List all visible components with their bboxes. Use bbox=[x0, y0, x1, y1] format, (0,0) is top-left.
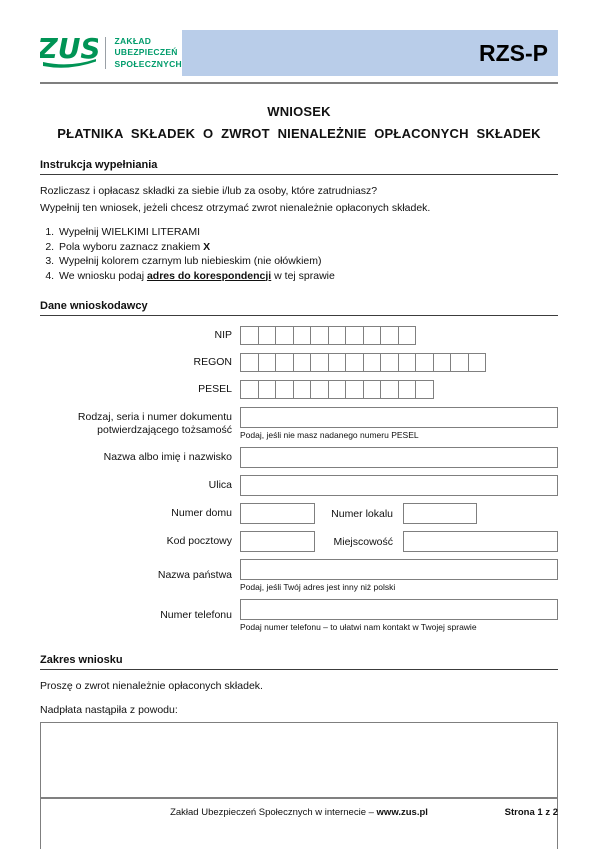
comb-cell[interactable] bbox=[328, 353, 347, 372]
comb-cell[interactable] bbox=[363, 326, 382, 345]
intro-line1: Rozliczasz i opłacasz składki za siebie i/lub za osoby, które zatrudniasz? bbox=[40, 185, 378, 197]
name-row bbox=[40, 447, 558, 468]
nip-label: NIP bbox=[214, 329, 232, 342]
street-field[interactable] bbox=[240, 475, 558, 496]
nip-input[interactable] bbox=[240, 326, 558, 345]
pesel-input[interactable] bbox=[240, 380, 558, 399]
comb-cell[interactable] bbox=[328, 380, 347, 399]
comb-cell[interactable] bbox=[293, 353, 312, 372]
name-field[interactable] bbox=[240, 447, 558, 468]
footer-url: www.zus.pl bbox=[376, 807, 428, 818]
house-no-label: Numer domu bbox=[171, 507, 232, 520]
phone-field[interactable] bbox=[240, 599, 558, 620]
zus-logo bbox=[40, 30, 182, 76]
instructions-intro bbox=[40, 184, 558, 216]
city-label: Miejscowość bbox=[333, 535, 393, 548]
nip-row bbox=[40, 326, 558, 345]
street-row bbox=[40, 475, 558, 496]
house-no-field[interactable] bbox=[240, 503, 315, 524]
phone-hint: Podaj numer telefonu – to ułatwi nam kontakt w Twojej sprawie bbox=[240, 622, 477, 632]
form-title bbox=[40, 104, 558, 141]
country-row bbox=[40, 559, 558, 592]
comb-cell[interactable] bbox=[258, 353, 277, 372]
section-heading-applicant: Dane wnioskodawcy bbox=[40, 300, 558, 316]
country-field[interactable] bbox=[240, 559, 558, 580]
comb-cell[interactable] bbox=[380, 380, 399, 399]
phone-label: Numer telefonu bbox=[160, 609, 232, 622]
comb-cell[interactable] bbox=[415, 353, 434, 372]
section-heading-instructions: Instrukcja wypełniania bbox=[40, 159, 558, 175]
comb-cell[interactable] bbox=[363, 380, 382, 399]
pesel-row bbox=[40, 380, 558, 399]
footer-text: Zakład Ubezpieczeń Społecznych w internecie – www.zus.pl bbox=[170, 807, 428, 818]
street-label: Ulica bbox=[208, 479, 232, 492]
postal-city-row bbox=[40, 531, 558, 552]
house-flat-row bbox=[40, 503, 558, 524]
comb-cell[interactable] bbox=[380, 353, 399, 372]
comb-cell[interactable] bbox=[398, 380, 417, 399]
phone-row bbox=[40, 599, 558, 632]
regon-input[interactable] bbox=[240, 353, 558, 372]
form-title-line2: PŁATNIKA SKŁADEK O ZWROT NIENALEŻNIE OPŁACONYCH SKŁADEK bbox=[57, 126, 541, 141]
document-field[interactable] bbox=[240, 407, 558, 428]
flat-no-field[interactable] bbox=[403, 503, 477, 524]
comb-cell[interactable] bbox=[258, 380, 277, 399]
comb-cell[interactable] bbox=[398, 326, 417, 345]
instructions-list bbox=[44, 225, 558, 283]
comb-cell[interactable] bbox=[310, 380, 329, 399]
comb-cell[interactable] bbox=[240, 380, 259, 399]
flat-no-label: Numer lokalu bbox=[331, 507, 393, 520]
regon-row bbox=[40, 353, 558, 372]
comb-cell[interactable] bbox=[240, 326, 259, 345]
org-name: ZAKŁAD UBEZPIECZEŃ SPOŁECZNYCH bbox=[114, 36, 182, 69]
comb-cell[interactable] bbox=[258, 326, 277, 345]
comb-cell[interactable] bbox=[415, 380, 434, 399]
svg-text:ZUS: ZUS bbox=[40, 31, 98, 65]
comb-cell[interactable] bbox=[398, 353, 417, 372]
form-code-badge bbox=[182, 30, 558, 76]
city-field[interactable] bbox=[403, 531, 558, 552]
comb-cell[interactable] bbox=[240, 353, 259, 372]
comb-cell[interactable] bbox=[310, 353, 329, 372]
reason-label: Nadpłata nastąpiła z powodu: bbox=[40, 704, 178, 716]
comb-cell[interactable] bbox=[328, 326, 347, 345]
form-title-line1: WNIOSEK bbox=[267, 104, 331, 119]
comb-cell[interactable] bbox=[345, 353, 364, 372]
instruction-item: 3. Wypełnij kolorem czarnym lub niebieskim (nie ołówkiem) bbox=[57, 254, 558, 269]
page-indicator: Strona 1 z 2 bbox=[504, 807, 558, 818]
comb-cell[interactable] bbox=[275, 380, 294, 399]
scope-statement: Proszę o zwrot nienależnie opłaconych składek. bbox=[40, 680, 263, 692]
instruction-item: 2. Pola wyboru zaznacz znakiem X bbox=[57, 240, 558, 255]
comb-cell[interactable] bbox=[275, 326, 294, 345]
name-label: Nazwa albo imię i nazwisko bbox=[103, 451, 232, 464]
header bbox=[40, 30, 558, 76]
comb-cell[interactable] bbox=[275, 353, 294, 372]
comb-cell[interactable] bbox=[363, 353, 382, 372]
document-label: Rodzaj, seria i numer dokumentu potwierdzającego tożsamość bbox=[77, 411, 232, 436]
country-label: Nazwa państwa bbox=[157, 569, 232, 582]
document-row bbox=[40, 407, 558, 440]
comb-cell[interactable] bbox=[468, 353, 487, 372]
postal-code-label: Kod pocztowy bbox=[166, 535, 232, 548]
pesel-label: PESEL bbox=[198, 383, 232, 396]
postal-code-field[interactable] bbox=[240, 531, 315, 552]
instruction-item: 4. We wniosku podaj adres do korespondencji w tej sprawie bbox=[57, 269, 558, 284]
comb-cell[interactable] bbox=[380, 326, 399, 345]
comb-cell[interactable] bbox=[345, 326, 364, 345]
country-hint: Podaj, jeśli Twój adres jest inny niż polski bbox=[240, 582, 396, 592]
comb-cell[interactable] bbox=[345, 380, 364, 399]
zus-logo-icon bbox=[40, 31, 98, 76]
footer bbox=[40, 797, 558, 818]
comb-cell[interactable] bbox=[433, 353, 452, 372]
form-code: RZS-P bbox=[479, 39, 548, 66]
comb-cell[interactable] bbox=[293, 326, 312, 345]
instruction-item: 1. Wypełnij WIELKIMI LITERAMI bbox=[57, 225, 558, 240]
comb-cell[interactable] bbox=[450, 353, 469, 372]
reason-textarea[interactable] bbox=[40, 722, 558, 849]
document-hint: Podaj, jeśli nie masz nadanego numeru PESEL bbox=[240, 430, 419, 440]
regon-label: REGON bbox=[193, 356, 232, 369]
comb-cell[interactable] bbox=[293, 380, 312, 399]
comb-cell[interactable] bbox=[310, 326, 329, 345]
section-heading-scope: Zakres wniosku bbox=[40, 654, 558, 670]
intro-line2: Wypełnij ten wniosek, jeżeli chcesz otrzymać zwrot nienależnie opłaconych składek. bbox=[40, 202, 431, 214]
header-divider bbox=[40, 82, 558, 84]
